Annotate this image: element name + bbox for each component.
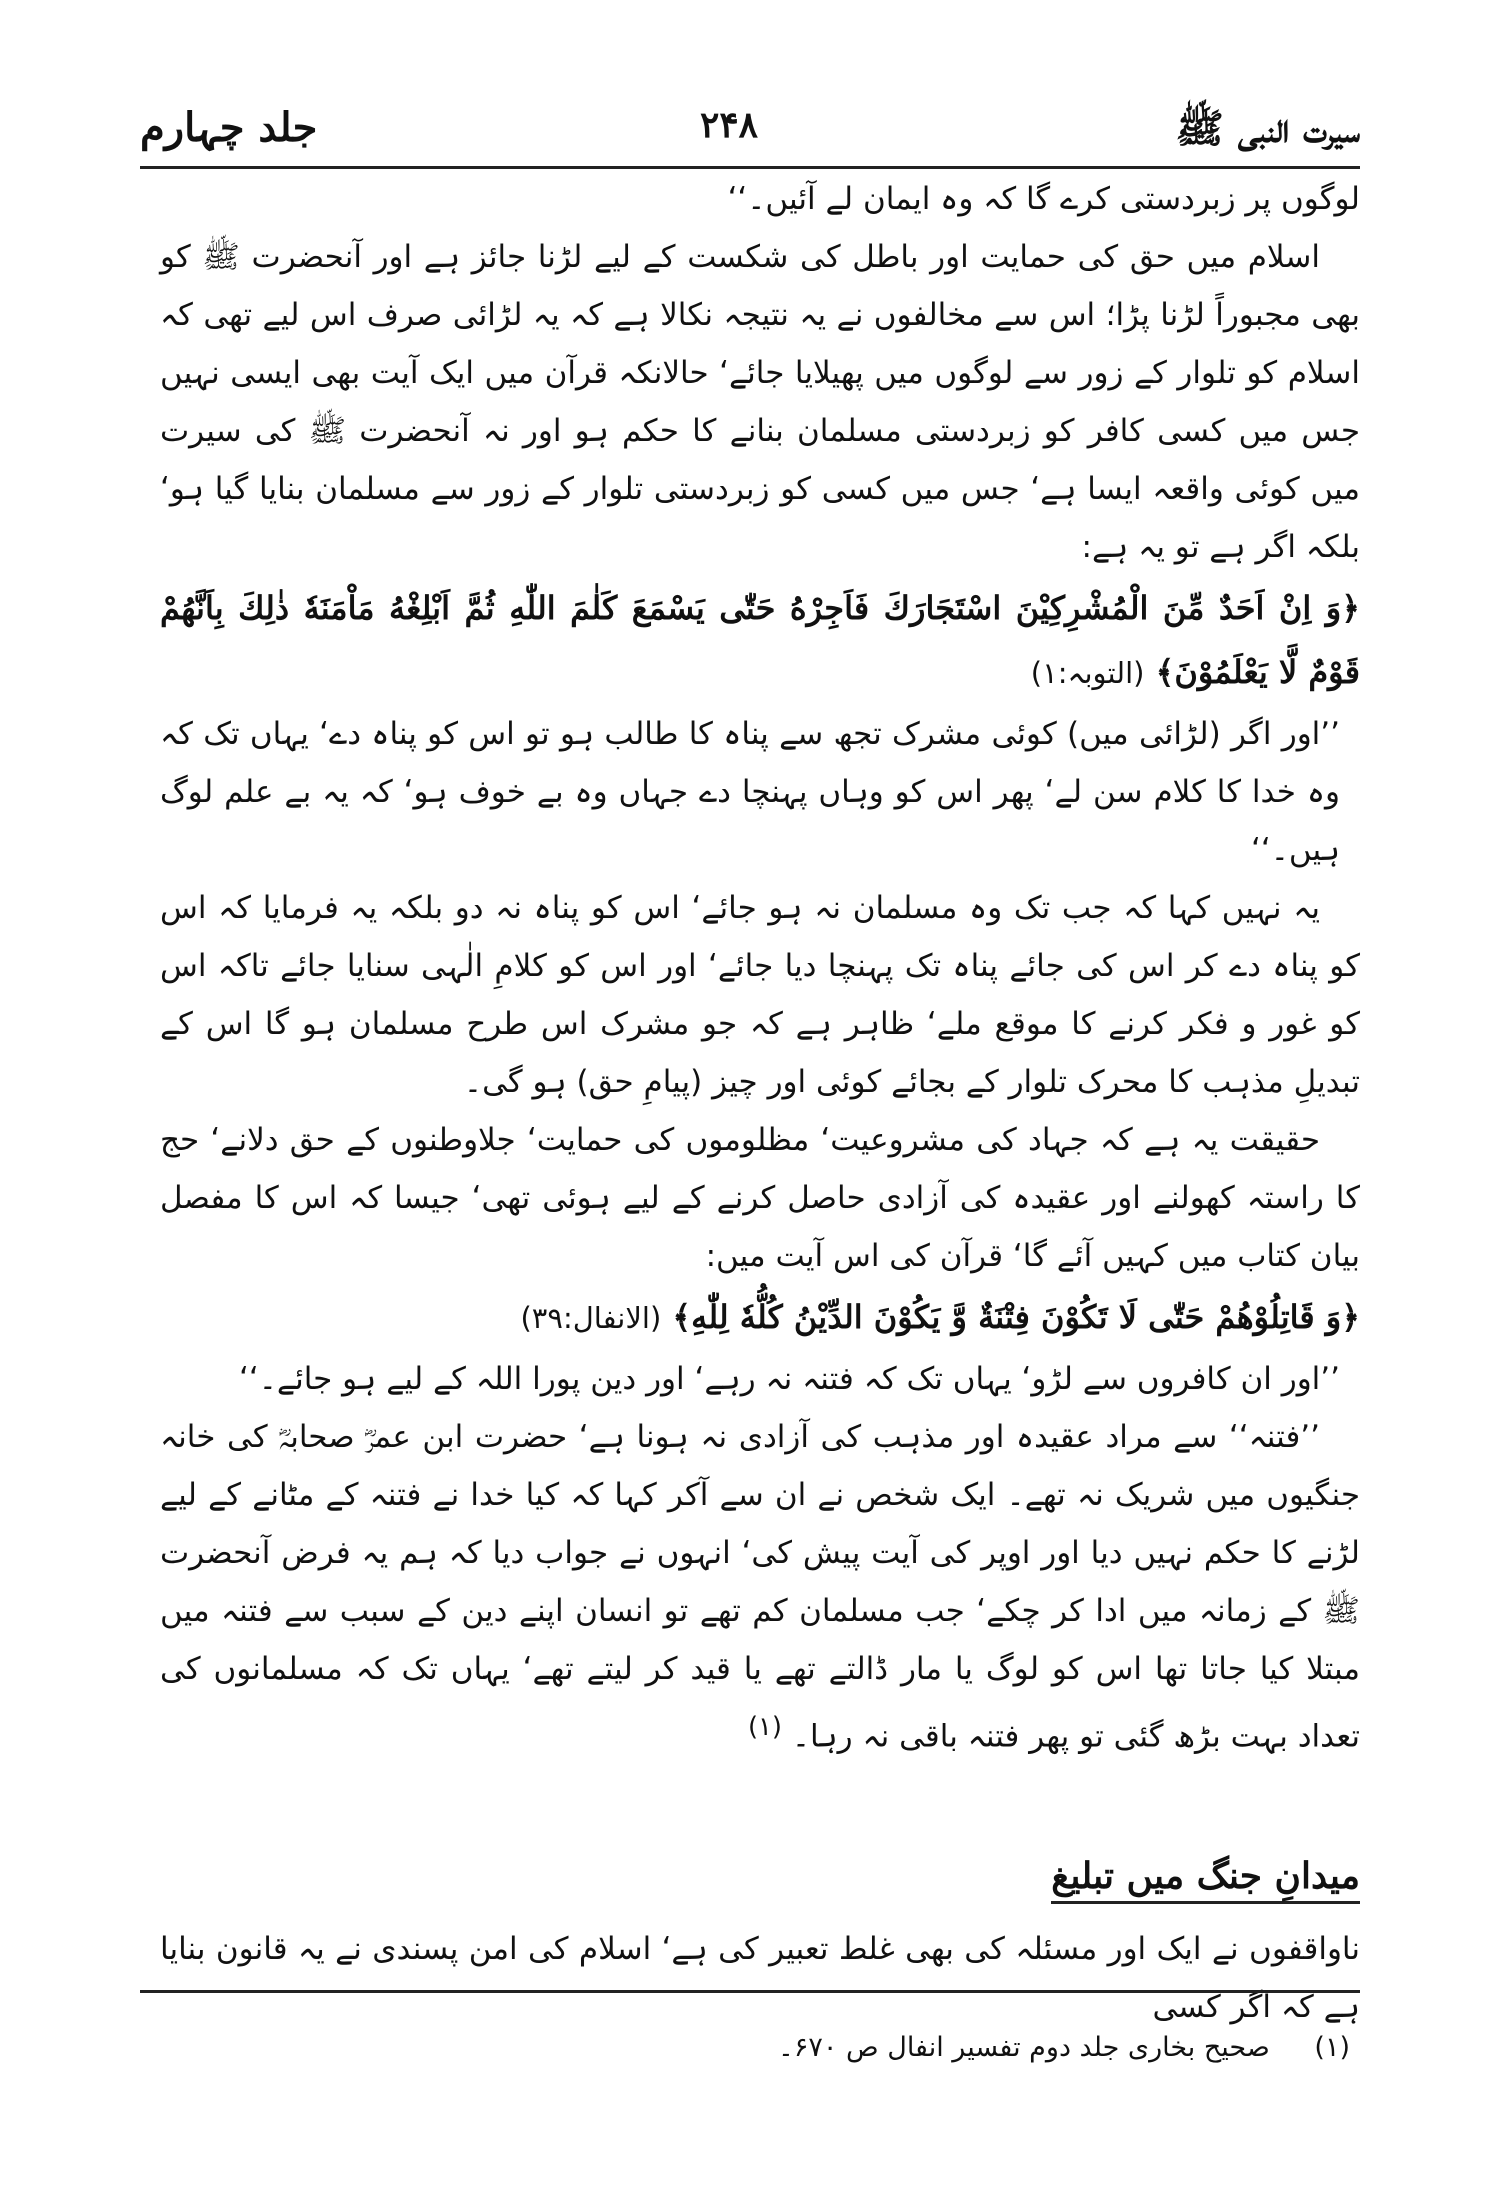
paragraph: یہ نہیں کہا کہ جب تک وہ مسلمان نہ ہو جائے‘ اس کو پناہ نہ دو بلکہ یہ فرمایا کہ اس کو پناہ دے کر اس کی جائے پناہ تک پہنچا دیا جائے‘ اور اس کو کلامِ الٰہی سنایا جائے تاکہ اس کو غور و فکر کرنے کا موقع ملے‘ ظاہر ہے کہ جو مشرک اس طرح مسلمان ہو گا اس کے تبدیلِ مذہب کا محرک تلوار کے بجائے کوئی اور چیز (پیامِ حق) ہو گی۔	[160, 890, 1360, 1100]
footnote	[778, 2028, 1350, 2068]
section-heading-wrap	[1051, 1855, 1360, 1904]
paragraph-text: ’’فتنہ‘‘ سے مراد عقیدہ اور مذہب کی آزادی نہ ہونا ہے‘ حضرت ابن عمرؓ صحابہؓ کی خانہ جنگیوں میں شریک نہ تھے۔ ایک شخص نے ان سے آکر کہا کہ کیا خدا نے فتنہ کے مٹانے کے لیے لڑنے کا حکم نہیں دیا اور اوپر کی آیت پیش کی‘ انہوں نے جواب دیا کہ ہم یہ فرض آنحضرت ﷺ کے زمانہ میں ادا کر چکے‘ جب مسلمان کم تھے تو انسان اپنے دین کے سبب سے فتنہ میں مبتلا کیا جاتا تھا اس کو لوگ یا مار ڈالتے تھے یا قید کر لیتے تھے‘ یہاں تک کہ مسلمانوں کی تعداد بہت بڑھ گئی تو پھر فتنہ باقی نہ رہا۔	[160, 1419, 1360, 1755]
verse-translation: ’’اور ان کافروں سے لڑو‘ یہاں تک کہ فتنہ نہ رہے‘ اور دین پورا اللہ کے لیے ہو جائے۔‘‘	[239, 1361, 1340, 1397]
footnote-rule	[140, 1990, 1360, 1993]
verse-reference: (التوبہ:۱)	[1030, 656, 1145, 690]
verse-text: ﴿وَ اِنْ اَحَدٌ مِّنَ الْمُشْرِكِيْنَ اسْتَجَارَكَ فَاَجِرْهُ حَتّٰى يَسْمَعَ كَلٰمَ اللّٰهِ ثُمَّ اَبْلِغْهُ مَاْمَنَهٗ ذٰلِكَ بِاَنَّهُمْ قَوْمٌ لَّا يَعْلَمُوْنَ﴾	[160, 589, 1361, 691]
page-header	[140, 100, 1360, 164]
paragraph	[160, 1408, 1360, 1765]
paragraph: اسلام میں حق کی حمایت اور باطل کی شکست کے لیے لڑنا جائز ہے اور آنحضرت ﷺ کو بھی مجبوراً لڑنا پڑا؛ اس سے مخالفوں نے یہ نتیجہ نکالا ہے کہ یہ لڑائی صرف اس لیے تھی کہ اسلام کو تلوار کے زور سے لوگوں میں پھیلایا جائے‘ حالانکہ قرآن میں ایک آیت بھی ایسی نہیں جس میں کسی کافر کو زبردستی مسلمان بنانے کا حکم ہو اور نہ آنحضرت ﷺ کی سیرت میں کوئی واقعہ ایسا ہے‘ جس میں کسی کو زبردستی تلوار کے زور سے مسلمان بنایا گیا ہو‘ بلکہ اگر ہے تو یہ ہے:	[160, 239, 1360, 565]
header-rule	[140, 166, 1360, 169]
quran-verse	[160, 1285, 1360, 1350]
verse-text: ﴿وَ قَاتِلُوْهُمْ حَتّٰى لَا تَكُوْنَ فِتْنَةٌ وَّ يَكُوْنَ الدِّيْنُ كُلُّهٗ لِلّٰهِ﴾	[672, 1298, 1360, 1336]
book-title: سیرت النبی ﷺ	[1175, 105, 1360, 152]
verse-translation: ’’اور اگر (لڑائی میں) کوئی مشرک تجھ سے پناہ کا طالب ہو تو اس کو پناہ دے‘ یہاں تک کہ وہ خدا کا کلام سن لے‘ پھر اس کو وہاں پہنچا دے جہاں وہ بے خوف ہو‘ کہ یہ بے علم لوگ ہیں۔‘‘	[160, 716, 1340, 868]
volume-label: جلد چہارم	[140, 104, 318, 151]
section-heading: میدانِ جنگ میں تبلیغ	[1051, 1855, 1360, 1904]
footnote-mark: (۱)	[1314, 2032, 1350, 2063]
footnote-text: صحیح بخاری جلد دوم تفسیر انفال ص ۶۷۰۔	[778, 2032, 1270, 2063]
paragraph: حقیقت یہ ہے کہ جہاد کی مشروعیت‘ مظلوموں کی حمایت‘ جلاوطنوں کے حق دلانے‘ حج کا راستہ کھولنے اور عقیدہ کی آزادی حاصل کرنے کے لیے ہوئی تھی‘ جیسا کہ اس کا مفصل بیان کتاب میں کہیں آئے گا‘ قرآن کی اس آیت میں:	[160, 1122, 1360, 1274]
paragraph: لوگوں پر زبردستی کرے گا کہ وہ ایمان لے آئیں۔‘‘	[727, 181, 1360, 217]
verse-reference: (الانفال:۳۹)	[520, 1301, 662, 1335]
page-body	[160, 170, 1360, 1765]
footnote-reference: (۱)	[747, 1712, 782, 1742]
paragraph: ناواقفوں نے ایک اور مسئلہ کی بھی غلط تعبیر کی ہے‘ اسلام کی امن پسندی نے یہ قانون بنایا ہے کہ اگر کسی	[160, 1931, 1360, 2025]
quran-verse	[160, 576, 1360, 705]
page-number: ۲۴۸	[700, 104, 759, 146]
